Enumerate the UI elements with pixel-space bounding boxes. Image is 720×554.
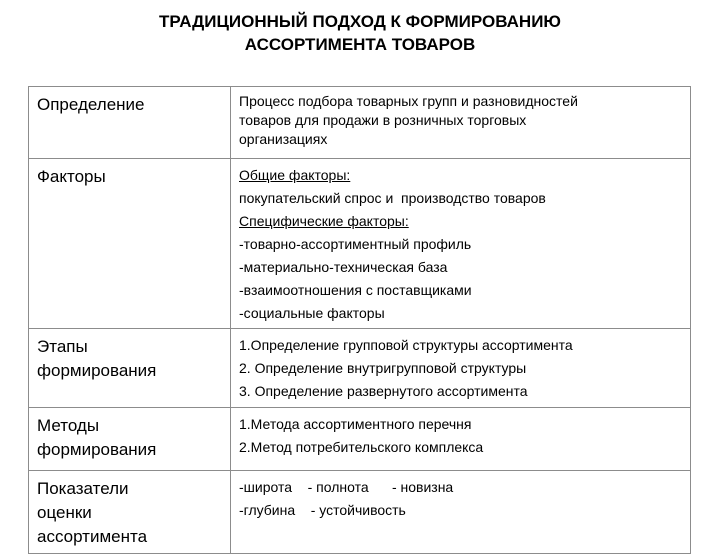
indicators-line: -глубина - устойчивость: [239, 502, 406, 518]
method-item: 1.Метода ассортиментного перечня: [239, 416, 472, 432]
approach-table: [28, 86, 691, 554]
specific-factor-item: -взаимоотношения с поставщиками: [239, 282, 472, 298]
indicators-label-line: ассортимента: [37, 527, 148, 546]
title-line-2: АССОРТИМЕНТА ТОВАРОВ: [244, 35, 476, 54]
indicators-label: [29, 471, 231, 554]
general-factors-heading: Общие факторы:: [239, 167, 351, 183]
stages-label-line: Этапы: [37, 337, 88, 356]
definition-line: товаров для продажи в розничных торговых: [239, 112, 527, 128]
methods-label-line: формирования: [37, 440, 157, 459]
indicators-label-line: оценки: [37, 503, 92, 522]
factors-label: Факторы: [29, 159, 231, 329]
page-title: [0, 10, 720, 56]
stages-label: [29, 329, 231, 408]
definition-line: организациях: [239, 131, 328, 147]
stage-item: 2. Определение внутригрупповой структуры: [239, 360, 527, 376]
stages-label-line: формирования: [37, 361, 157, 380]
title-line-1: ТРАДИЦИОННЫЙ ПОДХОД К ФОРМИРОВАНИЮ: [159, 12, 561, 31]
table-row-indicators: [29, 471, 691, 554]
methods-value: [231, 408, 691, 471]
specific-factors-heading: Специфические факторы:: [239, 213, 409, 229]
method-item: 2.Метод потребительского комплекса: [239, 439, 484, 455]
indicators-label-line: Показатели: [37, 479, 129, 498]
factors-value: [231, 159, 691, 329]
definition-label: Определение: [29, 87, 231, 159]
specific-factor-item: -материально-техническая база: [239, 259, 448, 275]
general-factors-text: покупательский спрос и производство товаров: [239, 190, 546, 206]
specific-factor-item: -товарно-ассортиментный профиль: [239, 236, 472, 252]
definition-value: [231, 87, 691, 159]
indicators-value: [231, 471, 691, 554]
stage-item: 3. Определение развернутого ассортимента: [239, 383, 528, 399]
table-row-definition: [29, 87, 691, 159]
table-row-methods: [29, 408, 691, 471]
indicators-line: -широта - полнота - новизна: [239, 479, 454, 495]
specific-factor-item: -социальные факторы: [239, 305, 385, 321]
table-row-stages: [29, 329, 691, 408]
definition-line: Процесс подбора товарных групп и разновидностей: [239, 93, 578, 109]
methods-label-line: Методы: [37, 416, 100, 435]
stage-item: 1.Определение групповой структуры ассортимента: [239, 337, 573, 353]
methods-label: [29, 408, 231, 471]
table-row-factors: [29, 159, 691, 329]
stages-value: [231, 329, 691, 408]
